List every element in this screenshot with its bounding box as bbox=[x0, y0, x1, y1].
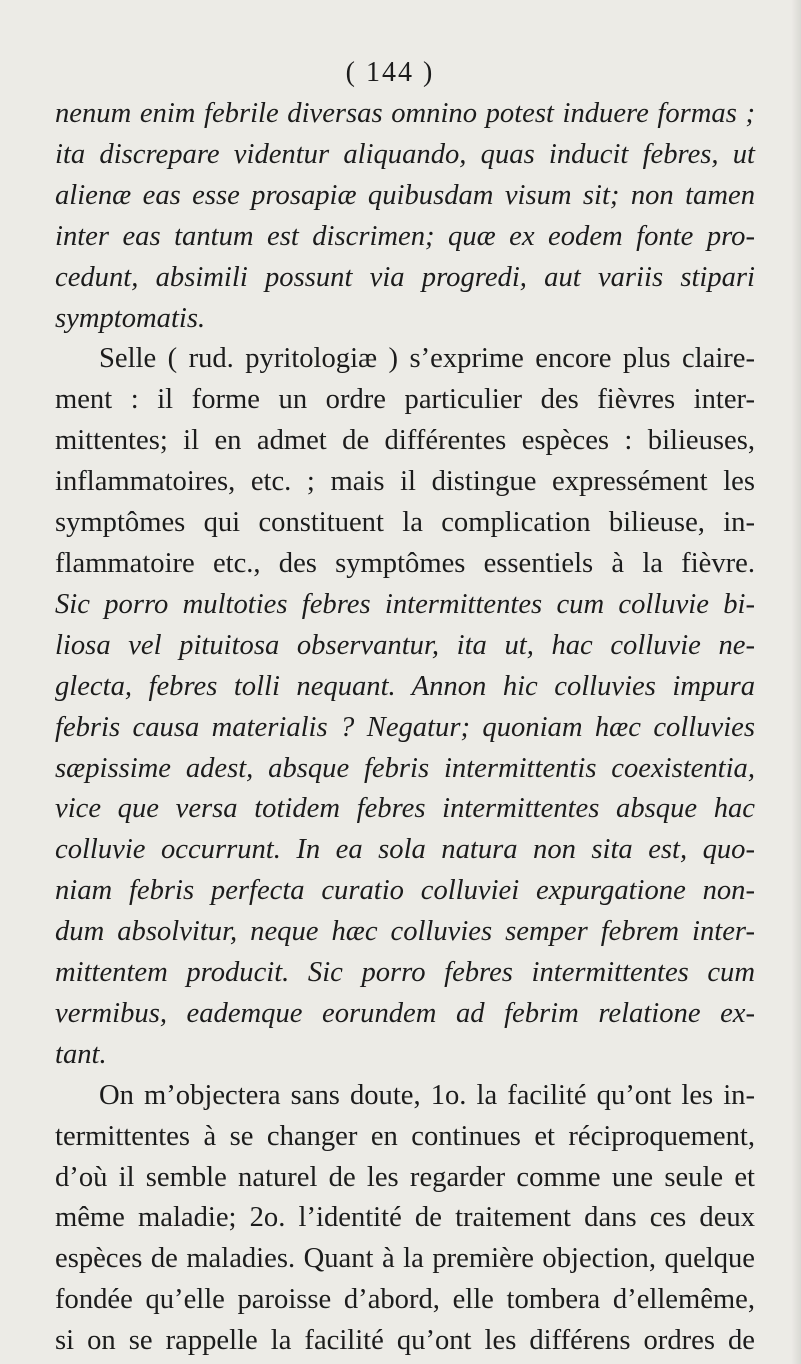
text-line: tant. bbox=[55, 1038, 107, 1070]
text-line: On m’objectera sans doute, 1o. la facilité qu’ont les in- bbox=[99, 1079, 755, 1111]
text-line: Sic porro multoties febres intermittentes cum colluvie bi- bbox=[55, 588, 755, 620]
text-line: vice que versa totidem febres intermittentes absque hac bbox=[55, 793, 755, 825]
text-line: d’où il semble naturel de les regarder comme une seule et bbox=[55, 1161, 755, 1193]
text-line: nenum enim febrile diversas omnino potest induere formas ; bbox=[55, 98, 755, 129]
text-line: febris causa materialis ? Negatur; quoniam hæc colluvies bbox=[55, 711, 755, 743]
text-line: inflammatoires, etc. ; mais il distingue expressément les bbox=[55, 466, 755, 498]
text-line: symptômes qui constituent la complication bilieuse, in- bbox=[55, 507, 755, 539]
text-line: sæpissime adest, absque febris intermittentis coexistentia, bbox=[55, 752, 755, 784]
page-edge-shadow bbox=[791, 0, 801, 1364]
text-line: mittentem producit. Sic porro febres intermittentes cum bbox=[55, 957, 755, 989]
text-line: glecta, febres tolli nequant. Annon hic colluvies impura bbox=[55, 670, 755, 702]
text-line: alienæ eas esse prosapiæ quibusdam visum sit; non tamen bbox=[55, 179, 755, 211]
text-line: même maladie; 2o. l’identité de traitement dans ces deux bbox=[55, 1202, 755, 1234]
text-line: symptomatis. bbox=[55, 302, 206, 334]
text-line: fondée qu’elle paroisse d’abord, elle tombera d’ellemême, bbox=[55, 1284, 755, 1316]
text-line: si on se rappelle la facilité qu’ont les différens ordres de bbox=[55, 1325, 755, 1357]
text-line: dum absolvitur, neque hæc colluvies semper febrem inter- bbox=[55, 916, 755, 948]
text-line: Selle ( rud. pyritologiæ ) s’exprime encore plus claire- bbox=[99, 343, 755, 375]
text-line: mittentes; il en admet de différentes espèces : bilieuses, bbox=[55, 425, 755, 457]
text-line: ment : il forme un ordre particulier des fièvres inter- bbox=[55, 384, 755, 416]
text-line: inter eas tantum est discrimen; quæ ex eodem fonte pro- bbox=[55, 220, 755, 252]
text-line: flammatoire etc., des symptômes essentiels à la fièvre. bbox=[55, 547, 755, 579]
text-line: colluvie occurrunt. In ea sola natura non sita est, quo- bbox=[55, 834, 755, 866]
text-line: ita discrepare videntur aliquando, quas inducit febres, ut bbox=[55, 138, 755, 170]
text-line: cedunt, absimili possunt via progredi, aut variis stipari bbox=[55, 261, 755, 293]
text-line: termittentes à se changer en continues et réciproquement, bbox=[55, 1120, 755, 1152]
text-line: espèces de maladies. Quant à la première objection, quelque bbox=[55, 1243, 755, 1275]
page-number: ( 144 ) bbox=[345, 57, 435, 88]
text-line: vermibus, eademque eorundem ad febrim relatione ex- bbox=[55, 997, 755, 1029]
text-line: niam febris perfecta curatio colluviei expurgatione non- bbox=[55, 875, 755, 907]
text-block bbox=[55, 94, 755, 1362]
text-line: liosa vel pituitosa observantur, ita ut, hac colluvie ne- bbox=[55, 629, 755, 661]
